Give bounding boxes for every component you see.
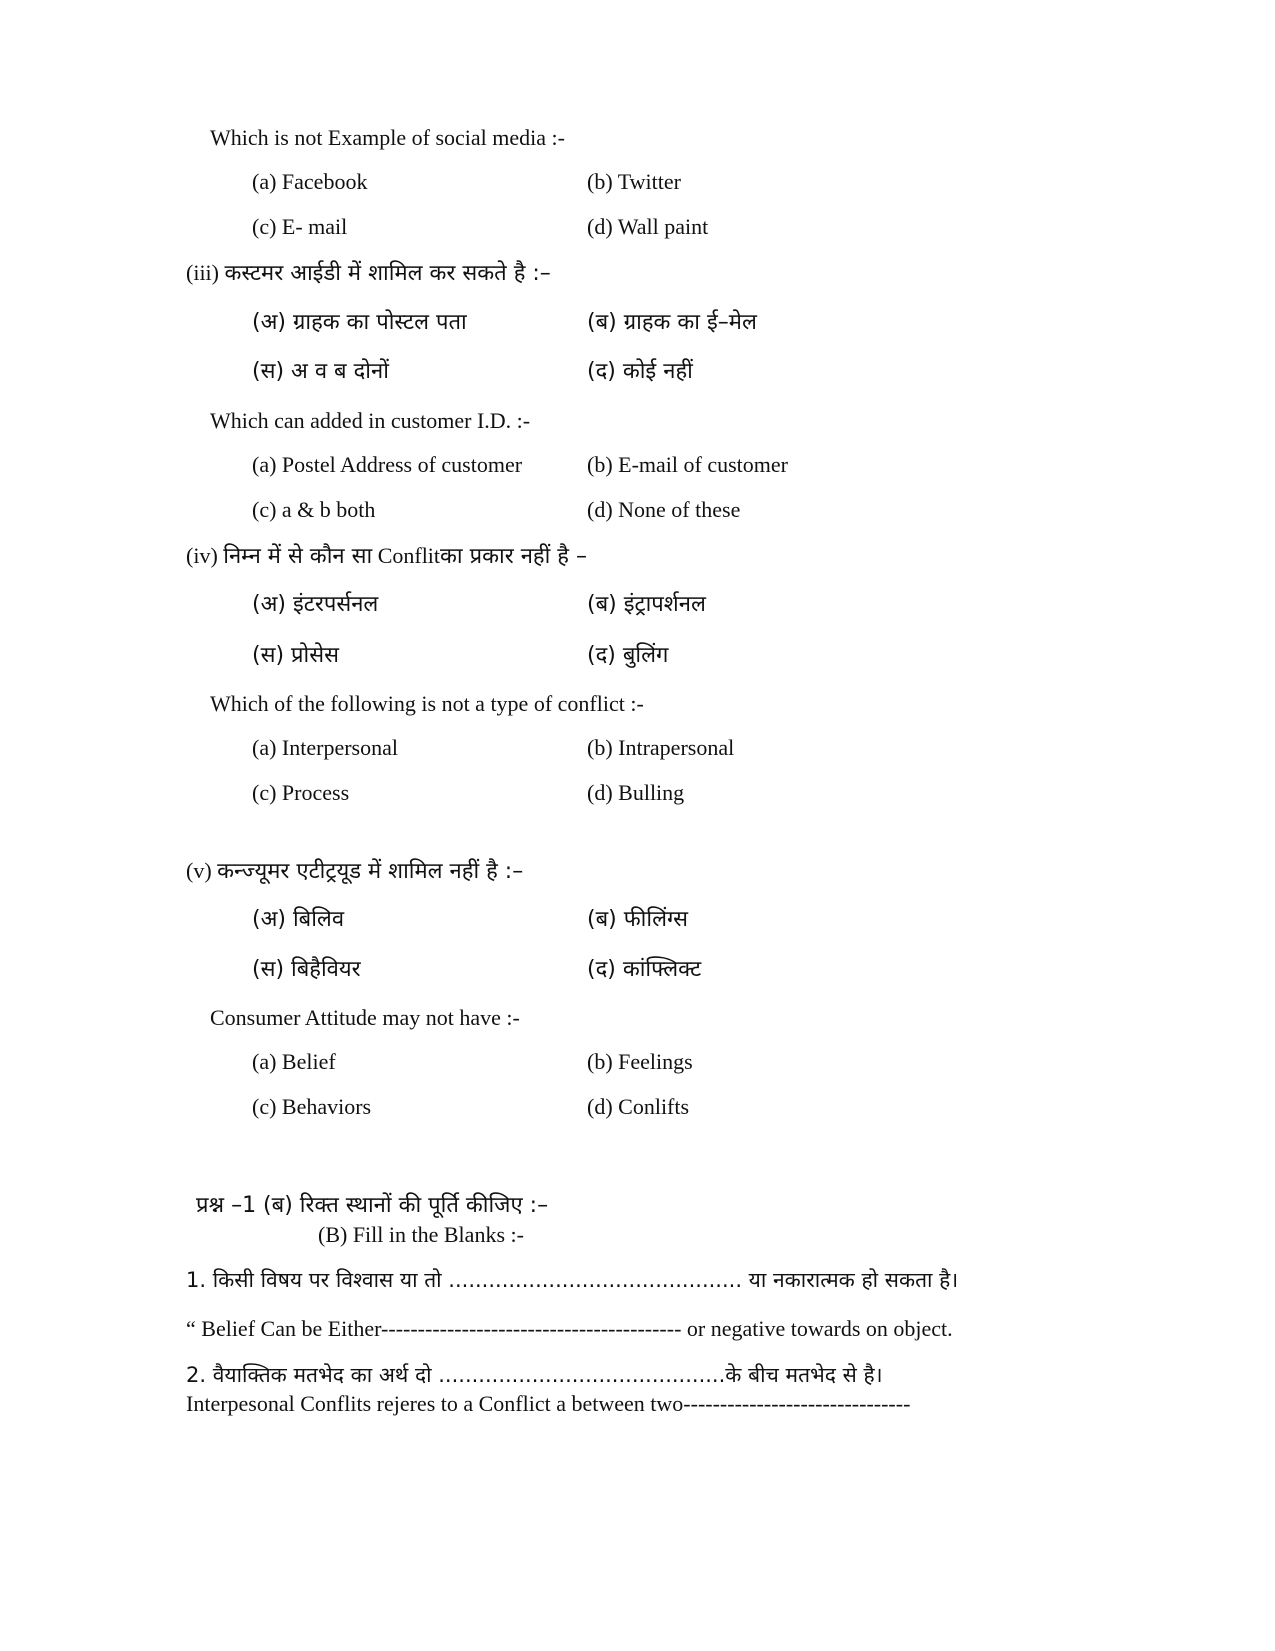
q5-hi-question-line	[186, 857, 523, 886]
blank-2-en: Interpesonal Conflits rejeres to a Conflict a between two-------------------------------	[186, 1391, 911, 1416]
q4-hi-option-b: (ब) इंट्रापर्शनल	[587, 592, 706, 617]
q3-en-option-a: (a) Postel Address of customer	[252, 452, 523, 477]
section-b-hi-heading: प्रश्न –1 (ब) रिक्त स्थानों की पूर्ति कीजिए :–	[196, 1193, 549, 1218]
q2-en-option-b: (b) Twitter	[587, 169, 681, 194]
q5-hi-option-c: (स) बिहैवियर	[252, 957, 361, 982]
q4-en-option-a: (a) Interpersonal	[252, 735, 398, 760]
q2-en-option-a: (a) Facebook	[252, 169, 368, 194]
q5-en-option-b: (b) Feelings	[587, 1049, 693, 1074]
q5-number: (v)	[186, 858, 212, 883]
q3-hi-option-d: (द) कोई नहीं	[587, 359, 693, 384]
q4-hi-question-line	[186, 542, 587, 571]
q4-en-option-c: (c) Process	[252, 780, 350, 805]
q5-hi-option-a: (अ) बिलिव	[252, 907, 345, 932]
q2-en-option-c: (c) E- mail	[252, 214, 348, 239]
q4-hi-question-part2: का प्रकार नहीं है –	[440, 544, 587, 569]
q5-en-option-a: (a) Belief	[252, 1049, 336, 1074]
q5-en-question: Consumer Attitude may not have :-	[210, 1005, 520, 1030]
q5-hi-question: कन्ज्यूमर एटीट्रयूड में शामिल नहीं है :–	[217, 859, 524, 884]
q5-hi-option-d: (द) कांफ्लिक्ट	[587, 957, 702, 982]
q5-hi-option-b: (ब) फीलिंग्स	[587, 907, 689, 932]
q3-hi-option-a: (अ) ग्राहक का पोस्टल पता	[252, 310, 467, 335]
q3-hi-question-line	[186, 259, 551, 288]
q4-hi-question-part1: निम्न में से कौन सा	[223, 544, 373, 569]
q4-hi-option-a: (अ) इंटरपर्सनल	[252, 592, 379, 617]
blank-1-en: “ Belief Can be Either----------------------------------------- or negative towards on object.	[186, 1316, 953, 1341]
q3-number: (iii)	[186, 260, 219, 285]
q4-en-option-d: (d) Bulling	[587, 780, 685, 805]
q4-number: (iv)	[186, 543, 218, 568]
q4-conflit-word: Conflit	[377, 543, 441, 568]
section-b-en-heading: (B) Fill in the Blanks :-	[318, 1222, 524, 1247]
q3-hi-question: कस्टमर आईडी में शामिल कर सकते है :–	[224, 261, 551, 286]
blank-2-hi: 2. वैयाक्तिक मतभेद का अर्थ दो ...........................................के बीच मतभेद से है।	[186, 1363, 883, 1387]
q3-hi-option-c: (स) अ व ब दोनों	[252, 359, 389, 384]
q2-en-question: Which is not Example of social media :-	[210, 125, 565, 150]
q3-en-option-d: (d) None of these	[587, 497, 741, 522]
q4-en-option-b: (b) Intrapersonal	[587, 735, 735, 760]
q4-hi-option-c: (स) प्रोसेस	[252, 643, 339, 668]
q4-hi-option-d: (द) बुलिंग	[587, 643, 669, 668]
q3-hi-option-b: (ब) ग्राहक का ई–मेल	[587, 310, 757, 335]
blank-1-hi: 1. किसी विषय पर विश्वास या तो ............................................ या नकारात्मक हो सकता है।	[186, 1268, 959, 1292]
q3-en-option-b: (b) E-mail of customer	[587, 452, 788, 477]
q5-en-option-c: (c) Behaviors	[252, 1094, 372, 1119]
q2-en-option-d: (d) Wall paint	[587, 214, 709, 239]
q3-en-option-c: (c) a & b both	[252, 497, 376, 522]
q4-en-question: Which of the following is not a type of conflict :-	[210, 691, 644, 716]
q5-en-option-d: (d) Conlifts	[587, 1094, 690, 1119]
q3-en-question: Which can added in customer I.D. :-	[210, 408, 531, 433]
